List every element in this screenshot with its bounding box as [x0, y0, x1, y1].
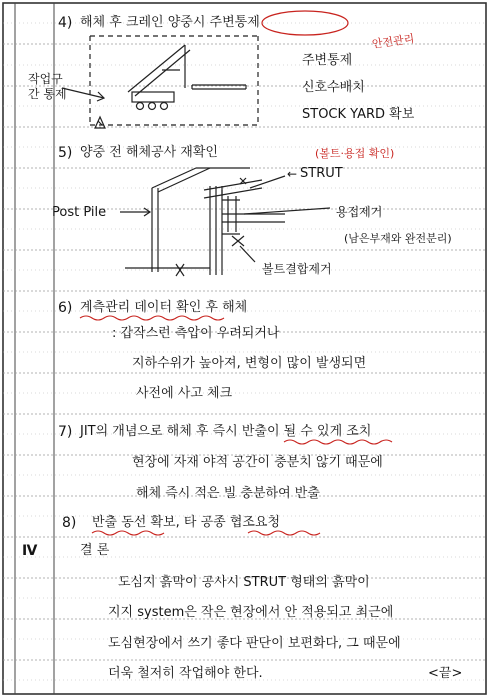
weld-removal-label: 용접제거 — [336, 205, 383, 219]
section6-line-2: 지하수위가 높아져, 변형이 많이 발생되면 — [132, 356, 367, 371]
section5-note: (볼트·용접 확인) — [315, 147, 395, 160]
conclusion-line-3: 도심현장에서 쓰기 좋다 판단이 보편화다, 그 때문에 — [108, 636, 401, 651]
section4-number: 4) — [58, 15, 73, 31]
conclusion-line-1: 도심지 흙막이 공사시 STRUT 형태의 흙막이 — [118, 575, 370, 590]
section7-heading: JIT의 개념으로 해체 후 즉시 반출이 될 수 있게 조치 — [80, 424, 372, 439]
conclusion-line-2: 지지 system은 작은 현장에서 안 적용되고 최근에 — [108, 605, 394, 620]
section6-line-1: : 갑작스런 측압이 우려되거나 — [112, 326, 280, 341]
work-zone-label: 작업구간 통제 — [28, 72, 67, 101]
section8-number: 8) — [62, 515, 77, 531]
weld-removal-note: (남은부재와 완전분리) — [344, 232, 452, 245]
section4-heading: 해체 후 크레인 양중시 주변통제 — [80, 15, 260, 30]
section7-number: 7) — [58, 424, 73, 440]
post-pile-label: Post Pile — [52, 205, 107, 220]
strut-label-arrow: ← — [287, 167, 298, 181]
section4-item-3: STOCK YARD 확보 — [302, 107, 415, 122]
conclusion-heading: 결 론 — [80, 543, 110, 558]
end-mark: <끝> — [428, 666, 463, 681]
section7-line-1: 현장에 자재 야적 공간이 충분치 않기 때문에 — [132, 455, 383, 470]
strut-label: STRUT — [300, 166, 343, 181]
section6-heading: 계측관리 데이터 확인 후 해체 — [80, 300, 248, 315]
conclusion-line-4: 더욱 철저히 작업해야 한다. — [108, 666, 263, 681]
section5-number: 5) — [58, 145, 73, 161]
section5-heading: 양중 전 해체공사 재확인 — [80, 145, 218, 160]
bolt-removal-label: 볼트결합제거 — [262, 262, 332, 276]
section4-item-1: 주변통제 — [302, 53, 353, 68]
section6-number: 6) — [58, 300, 73, 316]
section4-item-2: 신호수배치 — [302, 80, 365, 95]
section4-note: 안전관리 — [371, 32, 416, 51]
section7-line-2: 해체 즉시 적은 빌 충분하여 반출 — [136, 486, 320, 501]
section6-line-3: 사전에 사고 체크 — [136, 386, 233, 401]
conclusion-number: Ⅳ — [22, 543, 38, 559]
section8-heading: 반출 동선 확보, 타 공종 협조요청 — [92, 515, 281, 530]
